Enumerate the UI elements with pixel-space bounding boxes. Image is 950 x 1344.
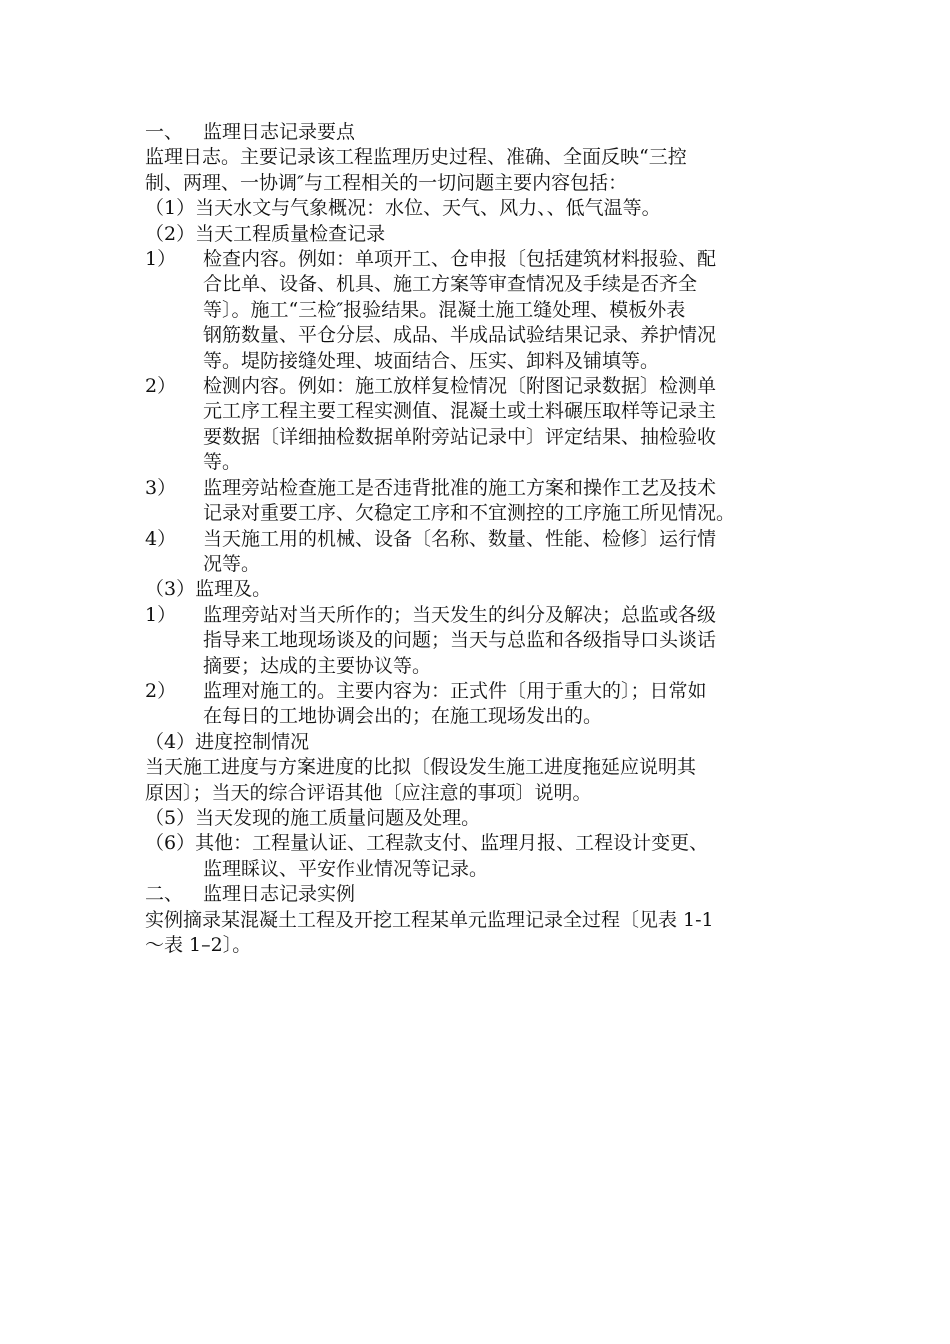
list-item-line: 等。 bbox=[203, 451, 242, 474]
list-item-body bbox=[145, 476, 810, 527]
section-heading-2 bbox=[145, 882, 810, 907]
paragraph-3: （3）监理及。 bbox=[145, 578, 272, 601]
intro-line-2: 制、两理、一协调″与工程相关的一切问题主要内容包括： bbox=[145, 171, 628, 194]
list-item bbox=[145, 603, 810, 679]
list-item-number: 1） bbox=[145, 603, 177, 626]
list-item-body bbox=[145, 247, 810, 374]
list-item-body bbox=[145, 527, 810, 578]
list-item-body bbox=[145, 603, 810, 679]
list-item-body bbox=[145, 374, 810, 476]
list-item-number: 4） bbox=[145, 527, 177, 550]
list-item-line: 监理对施工的。主要内容为：正式件〔用于重大的〕；日常如 bbox=[203, 679, 707, 702]
list-item-line: 指导来工地现场谈及的问题；当天与总监和各级指导口头谈话 bbox=[203, 629, 717, 652]
list-item-line: 元工序工程主要工程实测值、混凝土或土料碾压取样等记录主 bbox=[203, 400, 717, 423]
intro-line-1: 监理日志。主要记录该工程监理历史过程、准确、全面反映“三控 bbox=[145, 146, 687, 169]
list-item-body bbox=[145, 679, 810, 730]
section-title: 监理日志记录要点 bbox=[203, 121, 356, 143]
list-item bbox=[145, 374, 810, 476]
list-item-line: 要数据〔详细抽检数据单附旁站记录中〕评定结果、抽检验收 bbox=[203, 425, 717, 448]
section-heading-1 bbox=[145, 120, 810, 145]
list-item bbox=[145, 247, 810, 374]
outro-line-1: 实例摘录某混凝土工程及开挖工程某单元监理记录全过程〔见表 1-1 bbox=[145, 908, 714, 931]
list-item-line: 合比单、设备、机具、施工方案等审查情况及手续是否齐全 bbox=[203, 273, 698, 296]
supervision-list bbox=[145, 603, 810, 730]
list-item-line: 监理旁站检查施工是否违背批准的施工方案和操作工艺及技术 bbox=[203, 476, 717, 499]
list-item-number: 2） bbox=[145, 679, 177, 702]
list-item-number: 1） bbox=[145, 248, 177, 271]
list-item-line: 监理旁站对当天所作的；当天发生的纠分及解决；总监或各级 bbox=[203, 603, 717, 626]
paragraph-4: （4）进度控制情况 bbox=[145, 730, 310, 753]
paragraph-4-line-2: 原因〕；当天的综合评语其他〔应注意的事项〕说明。 bbox=[145, 781, 592, 804]
list-item-number: 2） bbox=[145, 375, 177, 398]
list-item-line: 等。堤防接缝处理、坡面结合、压实、卸料及铺填等。 bbox=[203, 349, 660, 372]
list-item-line: 摘要；达成的主要协议等。 bbox=[203, 654, 432, 677]
list-item-number: 3） bbox=[145, 476, 177, 499]
paragraph-4-line-1: 当天施工进度与方案进度的比拟〔假设发生施工进度拖延应说明其 bbox=[145, 756, 697, 779]
list-item-line: 记录对重要工序、欠稳定工序和不宜测控的工序施工所见情况。 bbox=[203, 502, 736, 525]
list-item-line: 况等。 bbox=[203, 552, 261, 575]
document-page bbox=[145, 120, 810, 958]
paragraph-6-line-2: 监理睬议、平安作业情况等记录。 bbox=[203, 857, 489, 880]
list-item-line: 在每日的工地协调会出的；在施工现场发出的。 bbox=[203, 705, 603, 728]
paragraph-2: （2）当天工程质量检查记录 bbox=[145, 222, 386, 245]
section-title: 监理日志记录实例 bbox=[203, 883, 356, 906]
list-item-line: 钢筋数量、平仓分层、成品、半成品试验结果记录、养护情况 bbox=[203, 324, 717, 347]
paragraph-6-line-1: （6）其他：工程量认证、工程款支付、监理月报、工程设计变更、 bbox=[145, 832, 709, 855]
list-item-line: 检测内容。例如：施工放样复检情况〔附图记录数据〕检测单 bbox=[203, 375, 717, 398]
paragraph-5: （5）当天发现的施工质量问题及处理。 bbox=[145, 806, 481, 829]
outro-line-2: ～表 1–2〕。 bbox=[145, 934, 252, 956]
list-item bbox=[145, 476, 810, 527]
list-item-line: 等〕。施工“三检″报验结果。混凝土施工缝处理、模板外表 bbox=[203, 298, 686, 321]
section-number: 二、 bbox=[145, 883, 184, 906]
section-number: 一、 bbox=[145, 121, 184, 143]
list-item bbox=[145, 679, 810, 730]
list-item-line: 检查内容。例如：单项开工、仓申报〔包括建筑材料报验、配 bbox=[203, 248, 717, 271]
list-item bbox=[145, 527, 810, 578]
quality-check-list bbox=[145, 247, 810, 577]
list-item-line: 当天施工用的机械、设备〔名称、数量、性能、检修〕运行情 bbox=[203, 527, 717, 550]
paragraph-1: （1）当天水文与气象概况：水位、天气、风力、、低气温等。 bbox=[145, 197, 661, 220]
